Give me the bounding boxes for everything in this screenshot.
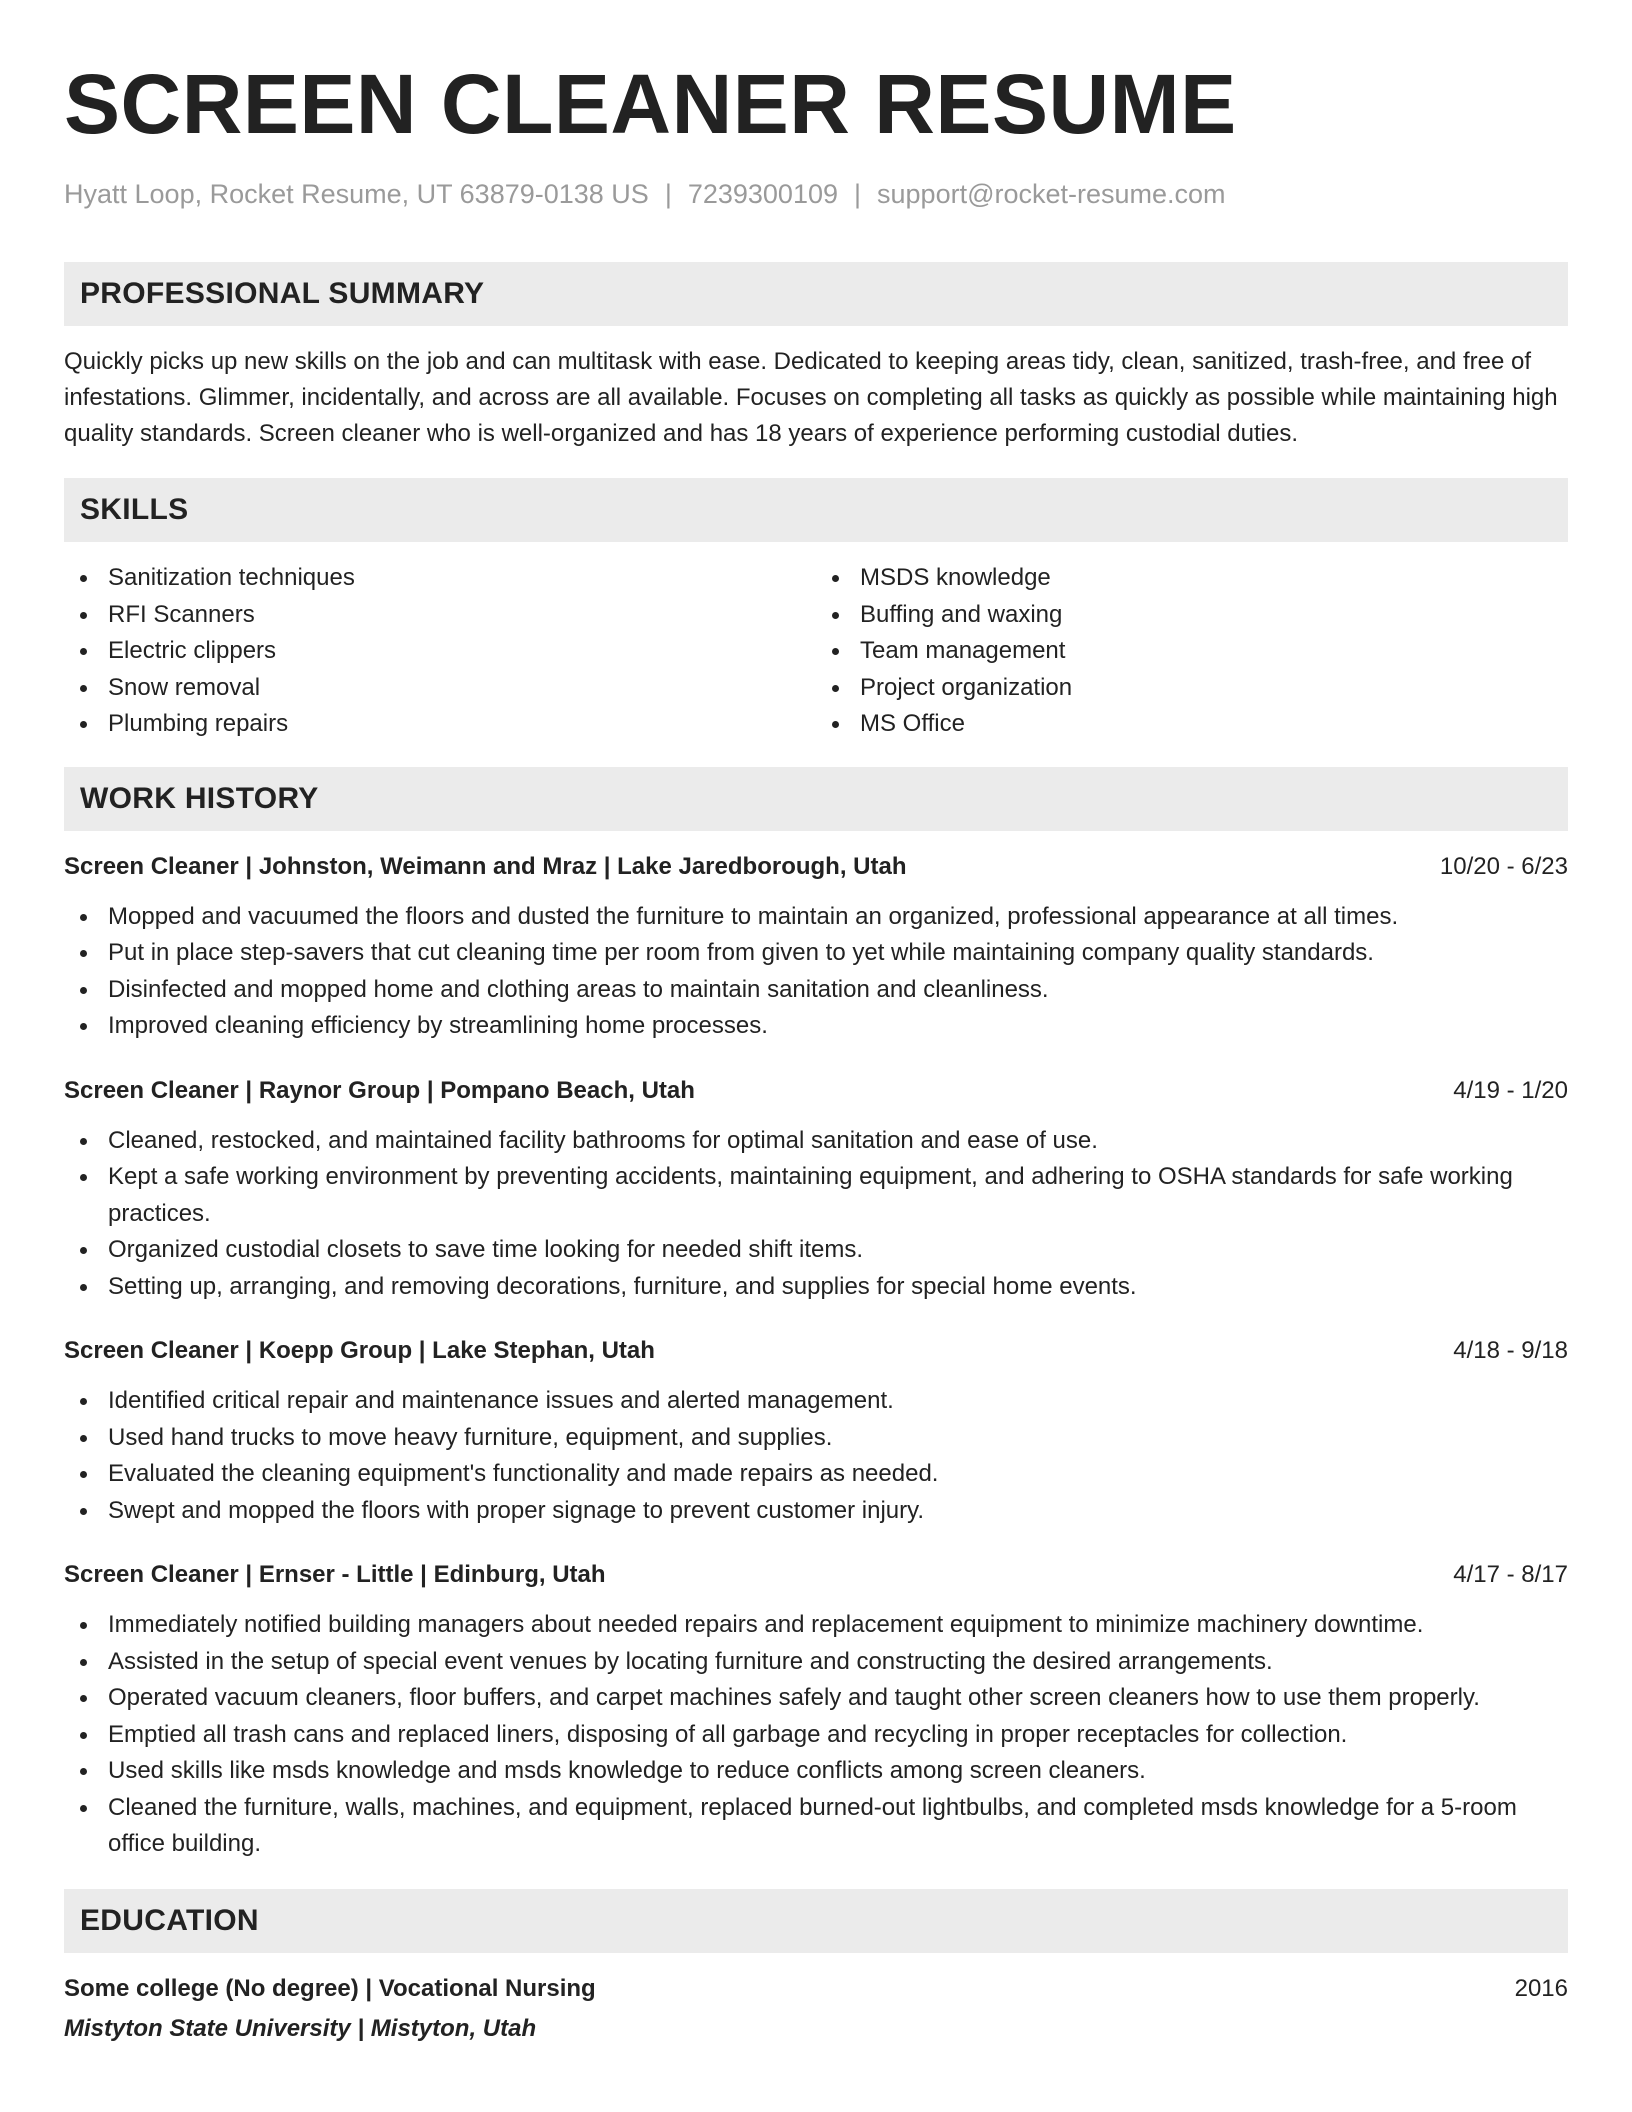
skills-column-left xyxy=(64,560,816,743)
job-bullet: Organized custodial closets to save time looking for needed shift items. xyxy=(64,1232,1568,1269)
skill-item: Plumbing repairs xyxy=(64,706,816,743)
job-dates: 10/20 - 6/23 xyxy=(1439,852,1568,880)
job-bullet: Used skills like msds knowledge and msds knowledge to reduce conflicts among screen cleaners. xyxy=(64,1753,1568,1790)
job-header xyxy=(64,1557,1568,1593)
section-header-education xyxy=(64,1889,1568,1953)
contact-separator: | xyxy=(854,179,862,209)
education-year: 2016 xyxy=(1514,1974,1568,2002)
education-degree: Some college (No degree) | Vocational Nursing xyxy=(64,1974,596,2002)
skill-item: MSDS knowledge xyxy=(816,560,1568,597)
contact-line xyxy=(64,176,1568,212)
job-bullet: Swept and mopped the floors with proper signage to prevent customer injury. xyxy=(64,1493,1568,1530)
job-entry xyxy=(64,1073,1568,1306)
job-entry xyxy=(64,1557,1568,1863)
section-title: WORK HISTORY xyxy=(80,781,319,815)
job-entry xyxy=(64,1333,1568,1529)
skills-column-right xyxy=(816,560,1568,743)
summary-text: Quickly picks up new skills on the job and can multitask with ease. Dedicated to keeping areas tidy, clean, sanitized, trash-free, and free of infestations. Glimmer, incidentally, and across are all available. Focuses on completing all tasks as quickly as possible while maintaining high quality standards. Screen cleaner who is well-organized and has 18 years of experience performing custodial duties. xyxy=(64,348,1558,447)
job-bullet: Cleaned, restocked, and maintained facility bathrooms for optimal sanitation and ease of use. xyxy=(64,1123,1568,1160)
job-title: Screen Cleaner | Raynor Group | Pompano Beach, Utah xyxy=(64,1076,695,1104)
job-dates: 4/19 - 1/20 xyxy=(1453,1076,1568,1104)
job-bullets xyxy=(64,1607,1568,1863)
contact-address: Hyatt Loop, Rocket Resume, UT 63879-0138 US xyxy=(64,179,649,209)
job-bullets xyxy=(64,899,1568,1045)
job-bullet: Used hand trucks to move heavy furniture, equipment, and supplies. xyxy=(64,1420,1568,1457)
contact-phone: 7239300109 xyxy=(687,179,838,209)
job-bullet: Mopped and vacuumed the floors and dusted the furniture to maintain an organized, professional appearance at all times. xyxy=(64,899,1568,936)
contact-email: support@rocket-resume.com xyxy=(877,179,1226,209)
skill-item: RFI Scanners xyxy=(64,597,816,634)
work-history-list xyxy=(64,849,1568,1863)
job-bullets xyxy=(64,1123,1568,1306)
skill-item: MS Office xyxy=(816,706,1568,743)
section-title: EDUCATION xyxy=(80,1903,259,1937)
job-entry xyxy=(64,849,1568,1045)
job-bullet: Assisted in the setup of special event venues by locating furniture and constructing the desired arrangements. xyxy=(64,1644,1568,1681)
job-dates: 4/17 - 8/17 xyxy=(1453,1561,1568,1588)
skill-item: Snow removal xyxy=(64,670,816,707)
skill-item: Project organization xyxy=(816,670,1568,707)
job-header xyxy=(64,1073,1568,1109)
job-bullet: Kept a safe working environment by preventing accidents, maintaining equipment, and adhering to OSHA standards for safe working practices. xyxy=(64,1159,1568,1232)
resume-title: SCREEN CLEANER RESUME xyxy=(64,57,1237,151)
job-header xyxy=(64,1333,1568,1369)
skill-item: Electric clippers xyxy=(64,633,816,670)
job-bullet: Cleaned the furniture, walls, machines, and equipment, replaced burned-out lightbulbs, and completed msds knowledge for a 5-room office building. xyxy=(64,1790,1568,1863)
section-title: PROFESSIONAL SUMMARY xyxy=(80,277,485,310)
job-bullet: Emptied all trash cans and replaced liners, disposing of all garbage and recycling in proper receptacles for collection. xyxy=(64,1717,1568,1754)
job-title: Screen Cleaner | Koepp Group | Lake Stephan, Utah xyxy=(64,1337,655,1364)
job-bullet: Setting up, arranging, and removing decorations, furniture, and supplies for special home events. xyxy=(64,1269,1568,1306)
section-title: SKILLS xyxy=(80,493,189,526)
job-bullet: Immediately notified building managers about needed repairs and replacement equipment to minimize machinery downtime. xyxy=(64,1607,1568,1644)
education-school: Mistyton State University | Mistyton, Utah xyxy=(64,2014,537,2042)
job-bullet: Disinfected and mopped home and clothing areas to maintain sanitation and cleanliness. xyxy=(64,972,1568,1009)
section-header-summary xyxy=(64,262,1568,326)
section-header-work xyxy=(64,767,1568,831)
job-title: Screen Cleaner | Ernser - Little | Edinburg, Utah xyxy=(64,1561,606,1588)
job-dates: 4/18 - 9/18 xyxy=(1453,1337,1568,1364)
job-header xyxy=(64,849,1568,885)
contact-separator: | xyxy=(664,179,672,209)
skill-item: Sanitization techniques xyxy=(64,560,816,597)
job-bullet: Identified critical repair and maintenance issues and alerted management. xyxy=(64,1383,1568,1420)
skill-item: Buffing and waxing xyxy=(816,597,1568,634)
job-bullet: Evaluated the cleaning equipment's functionality and made repairs as needed. xyxy=(64,1456,1568,1493)
skill-item: Team management xyxy=(816,633,1568,670)
skills-list xyxy=(64,560,1568,743)
job-title: Screen Cleaner | Johnston, Weimann and Mraz | Lake Jaredborough, Utah xyxy=(64,852,907,880)
job-bullet: Put in place step-savers that cut cleaning time per room from given to yet while maintaining company quality standards. xyxy=(64,935,1568,972)
section-header-skills xyxy=(64,478,1568,542)
job-bullets xyxy=(64,1383,1568,1529)
job-bullet: Operated vacuum cleaners, floor buffers, and carpet machines safely and taught other screen cleaners how to use them properly. xyxy=(64,1680,1568,1717)
job-bullet: Improved cleaning efficiency by streamlining home processes. xyxy=(64,1008,1568,1045)
education-entry xyxy=(64,1971,1568,2047)
